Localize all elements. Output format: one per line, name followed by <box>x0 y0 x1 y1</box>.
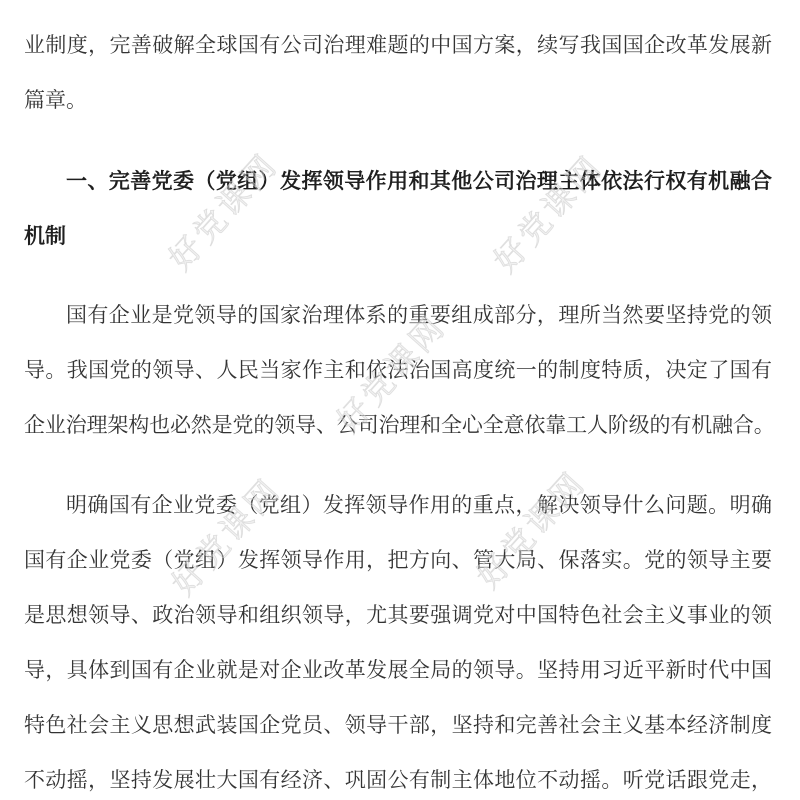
watermark: 好党课网 <box>486 147 611 280</box>
text-line: 国有企业是党领导的国家治理体系的重要组成部分，理所当然要坚持党的领 <box>66 302 772 327</box>
watermark: 好党课网 <box>161 145 286 278</box>
text-line: 业制度，完善破解全球国有公司治理难题的中国方案，续写我国国企改革发展新 <box>24 32 772 57</box>
text-line: 是思想领导、政治领导和组织领导，尤其要强调党对中国特色社会主义事业的领 <box>24 603 772 627</box>
text-line: 特色社会主义思想武装国企党员、领导干部，坚持和完善社会主义基本经济制度 <box>24 713 772 737</box>
section-heading <box>24 154 772 264</box>
text-line: 国有企业党委（党组）发挥领导作用，把方向、管大局、保落实。党的领导主要 <box>24 548 772 572</box>
text-line: 导。我国党的领导、人民当家作主和依法治国高度统一的制度特质，决定了国有 <box>24 357 772 382</box>
watermark: 好党课网 <box>469 463 594 596</box>
text-line: 明确国有企业党委（党组）发挥领导作用的重点，解决领导什么问题。明确 <box>66 493 772 517</box>
text-line: 篇章。 <box>24 87 87 112</box>
watermark: 好党课网 <box>329 307 454 440</box>
text-line: 导，具体到国有企业就是对企业改革发展全局的领导。坚持用习近平新时代中国 <box>24 658 772 682</box>
heading-line: 一、完善党委（党组）发挥领导作用和其他公司治理主体依法行权有机融合 <box>66 169 772 193</box>
paragraph-2 <box>24 478 772 800</box>
text-line: 不动摇，坚持发展壮大国有经济、巩固公有制主体地位不动摇。听党话跟党走， <box>24 768 772 792</box>
paragraph-1 <box>24 288 775 453</box>
text-line: 企业治理架构也必然是党的领导、公司治理和全心全意依靠工人阶级的有机融合。 <box>24 412 775 437</box>
paragraph-intro-end <box>24 18 772 128</box>
watermark: 好党课网 <box>164 470 289 603</box>
heading-line: 机制 <box>24 224 66 248</box>
